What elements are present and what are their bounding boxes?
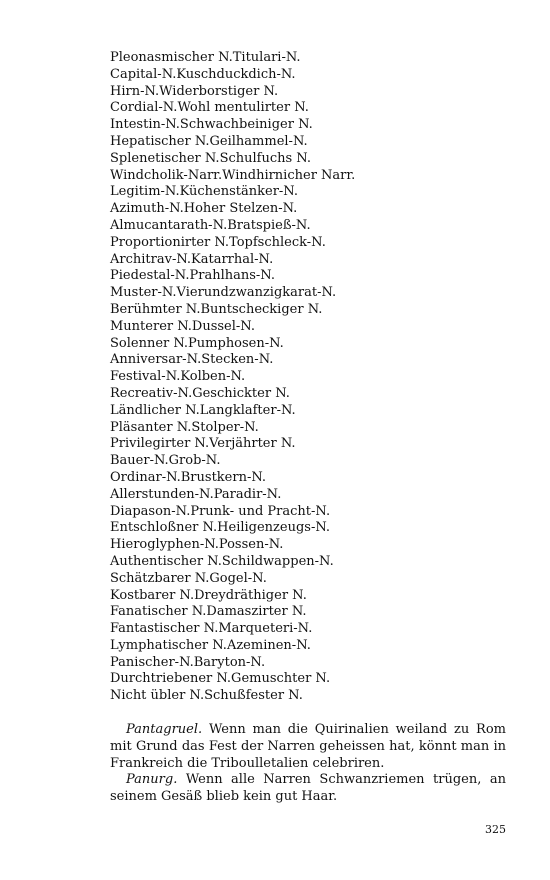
list-item: Solenner N.Pumphosen-N.: [110, 335, 284, 351]
list-item: Kostbarer N.Dreydräthiger N.: [110, 587, 307, 603]
list-item: Festival-N.Kolben-N.: [110, 369, 246, 385]
list-item: Pläsanter N.Stolper-N.: [110, 419, 259, 435]
list-item: Hieroglyphen-N.Possen-N.: [110, 537, 284, 553]
list-item: Ländlicher N.Langklafter-N.: [110, 402, 296, 418]
list-item: Azimuth-N.Hoher Stelzen-N.: [110, 201, 298, 217]
list-item: Piedestal-N.Prahlhans-N.: [110, 268, 275, 284]
list-item: Hirn-N.Widerborstiger N.: [110, 83, 279, 99]
speaker-name: Pantagruel.: [126, 722, 203, 738]
list-item: Proportionirter N.Topfschleck-N.: [110, 234, 326, 250]
list-item: Bauer-N.Grob-N.: [110, 453, 221, 469]
speaker-name: Panurg.: [126, 772, 178, 788]
list-item: Hepatischer N.Geilhammel-N.: [110, 133, 308, 149]
paragraph-pantagruel: [110, 722, 506, 772]
list-item: Recreativ-N.Geschickter N.: [110, 385, 290, 401]
list-item: Windcholik-Narr.Windhirnicher Narr.: [110, 167, 356, 183]
list-item: Fanatischer N.Damaszirter N.: [110, 604, 307, 620]
list-item: Pleonasmischer N.Titulari-N.: [110, 50, 301, 65]
list-item: Munterer N.Dussel-N.: [110, 318, 255, 334]
list-item: Cordial-N.Wohl mentulirter N.: [110, 100, 309, 116]
section-gap: [110, 705, 506, 722]
list-item: Diapason-N.Prunk- und Pracht-N.: [110, 503, 331, 519]
list-item: Muster-N.Vierundzwanzigkarat-N.: [110, 285, 337, 301]
list-item: Fantastischer N.Marqueteri-N.: [110, 621, 313, 637]
list-item: Ordinar-N.Brustkern-N.: [110, 469, 267, 485]
fool-list: [110, 50, 506, 705]
list-item: Capital-N.Kuschduckdich-N.: [110, 66, 296, 82]
list-item: Legitim-N.Küchenstänker-N.: [110, 184, 298, 200]
list-item: Almucantarath-N.Bratspieß-N.: [110, 217, 311, 233]
list-item: Splenetischer N.Schulfuchs N.: [110, 150, 311, 166]
list-item: Berühmter N.Buntscheckiger N.: [110, 301, 323, 317]
paragraph-text: Wenn man die Quirinalien weiland zu Rom mit Grund das Fest der Narren geheissen hat, könnt man in Frankreich die Triboulletalien celebriren.: [110, 722, 506, 771]
list-item: Panischer-N.Baryton-N.: [110, 654, 266, 670]
list-item: Anniversar-N.Stecken-N.: [110, 352, 274, 368]
list-item: Schätzbarer N.Gogel-N.: [110, 570, 267, 586]
list-item: Authentischer N.Schildwappen-N.: [110, 553, 334, 569]
paragraph-panurg: [110, 772, 506, 806]
list-item: Privilegirter N.Verjährter N.: [110, 436, 296, 452]
list-item: Architrav-N.Katarrhal-N.: [110, 251, 274, 267]
list-item: Lymphatischer N.Azeminen-N.: [110, 637, 311, 653]
list-item: Entschloßner N.Heiligenzeugs-N.: [110, 520, 331, 536]
page-content: [110, 50, 506, 806]
list-item: Durchtriebener N.Gemuschter N.: [110, 671, 331, 687]
list-item: Allerstunden-N.Paradir-N.: [110, 486, 282, 502]
list-item: Nicht übler N.Schußfester N.: [110, 688, 303, 704]
paragraph-text: Wenn alle Narren Schwanzriemen trügen, an seinem Gesäß blieb kein gut Haar.: [110, 772, 506, 805]
list-item: Intestin-N.Schwachbeiniger N.: [110, 117, 313, 133]
page-number: 325: [485, 823, 506, 836]
